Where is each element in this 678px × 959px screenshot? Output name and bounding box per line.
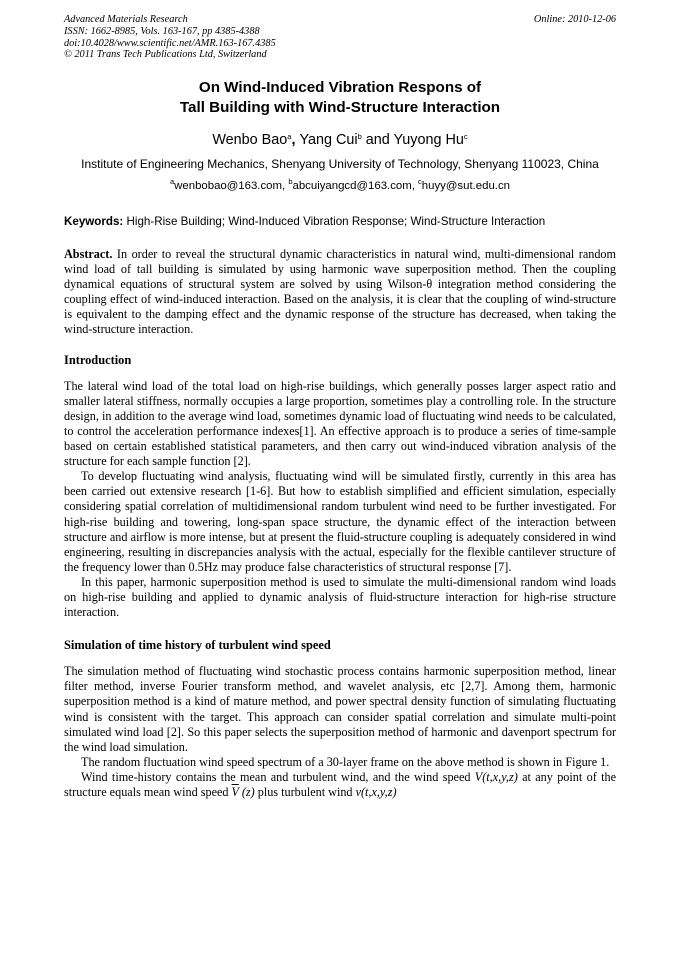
sim-p3-part-b: at any point of the structure equals mean wind speed <box>64 769 616 799</box>
issn-line: ISSN: 1662-8985, Vols. 163-167, pp 4385-4388 <box>64 25 260 37</box>
intro-paragraph-3: In this paper, harmonic superposition method is used to simulate the multi-dimensional random wind loads on high-rise building and applied to dynamic analysis of fluid-structure interaction for high-rise structure interaction. <box>64 574 616 620</box>
sim-p3-part-a: Wind time-history contains the mean and turbulent wind, and the wind speed <box>81 769 475 784</box>
author-separator-1: , <box>291 132 300 148</box>
wind-speed-symbol: V(t,x,y,z) <box>474 769 518 784</box>
email-3-mark: c <box>418 177 422 186</box>
simulation-heading: Simulation of time history of turbulent wind speed <box>64 638 331 653</box>
abstract <box>64 247 616 338</box>
title-line-2: Tall Building with Wind-Structure Interaction <box>179 99 501 116</box>
online-date: Online: 2010-12-06 <box>533 14 616 25</box>
keywords-label: Keywords: <box>64 215 124 228</box>
author-3: Yuyong Hu <box>393 132 464 148</box>
author-1-mark: a <box>287 132 292 141</box>
author-2: Yang Cui <box>299 132 358 148</box>
email-1: wenbobao@163.com, <box>174 180 289 192</box>
turbulent-wind-symbol: v(t,x,y,z) <box>355 785 397 799</box>
mean-wind-argument: (z) <box>238 785 255 799</box>
author-list <box>64 131 616 149</box>
email-1-mark: a <box>170 177 175 186</box>
sim-p3-part-c: plus turbulent wind <box>254 785 356 799</box>
author-separator-2: and <box>361 132 394 148</box>
intro-paragraph-1: The lateral wind load of the total load on high-rise buildings, which generally posses larger aspect ratio and smaller lateral stiffness, normally occupies a large proportion, sometimes play a controlling role. In the structure design, in addition to the average wind load, sometimes dynamic load of fluctuating wind needs to be calculated, to control the acceleration performance indexes[1]. An effective approach is to produce a series of time-sample based on certain established statistical parameters, and then carry out wind-induced vibration analysis of the structure for each sample function [2]. <box>64 378 616 469</box>
keywords-text: High-Rise Building; Wind-Induced Vibration Response; Wind-Structure Interaction <box>123 215 546 228</box>
email-list <box>64 179 616 194</box>
email-2-mark: b <box>288 177 293 186</box>
mean-wind-symbol: $\overline{V}$ <box>231 785 239 799</box>
email-2: abcuiyangcd@163.com, <box>292 180 419 192</box>
title-line-1: On Wind-Induced Vibration Respons of <box>198 79 482 96</box>
email-3: huyy@sut.edu.cn <box>421 180 510 192</box>
journal-header <box>64 14 616 61</box>
author-3-mark: c <box>463 132 468 141</box>
keywords <box>64 214 616 229</box>
simulation-paragraph-1: The simulation method of fluctuating wind stochastic process contains harmonic superposition method, linear filter method, inverse Fourier transform method, and wavelet analysis, etc [2,7]. Among them, harmonic superposition method is a kind of mature method, and power spectral density function of simulating fluctuating wind is consistent with the target. This approach can consider spatial correlation and simulate multi-point simulated wind load [2]. So this paper selects the superposition method of harmonic and davenport spectrum for the wind load simulation. <box>64 664 616 754</box>
copyright-line: © 2011 Trans Tech Publications Ltd, Switzerland <box>64 49 267 61</box>
abstract-text: In order to reveal the structural dynamic characteristics in natural wind, multi-dimensional random wind load of tall building is simulated by using harmonic wave superposition method. Then the coupling dynamical equations of structural system are solved by using Wilson-θ integration method considering the coupling effect of wind-induced interaction. Based on the analysis, it is clear that the coupling of wind-structure is equivalent to the damping effect and the dynamic response of the structure has decreased, when taking the wind-structure interaction. <box>64 247 616 337</box>
simulation-paragraph-3 <box>64 770 616 800</box>
intro-paragraph-2: To develop fluctuating wind analysis, fluctuating wind will be simulated firstly, currently in this area has been carried out extensive research [1-6]. But how to establish simplified and efficient simulation, especially considering spatial correlation of multidimensional random turbulent wind need to be further investigated. For high-rise building and towering, long-span space structure, the dynamic effect of the interaction between structure and airflow is more intense, but at present the fluid-structure coupling is adequately considered in wind engineering, resulting in discrepancies analysis with the actual, especially for the flexible cantilever structure of the frequency lower than 0.5Hz may produce false characteristics of structural response [7]. <box>64 469 616 574</box>
paper-title <box>64 78 616 118</box>
abstract-label: Abstract. <box>64 247 113 261</box>
author-2-mark: b <box>357 132 362 141</box>
intro-heading: Introduction <box>64 352 132 367</box>
author-1: Wenbo Bao <box>212 132 288 148</box>
simulation-paragraph-2: The random fluctuation wind speed spectrum of a 30-layer frame on the above method is shown in Figure 1. <box>81 754 610 769</box>
paper-body <box>64 247 616 800</box>
affiliation: Institute of Engineering Mechanics, Shenyang University of Technology, Shenyang 110023, China <box>81 157 599 171</box>
doi-line: doi:10.4028/www.scientific.net/AMR.163-167.4385 <box>64 37 276 49</box>
journal-name: Advanced Materials Research <box>64 14 188 25</box>
